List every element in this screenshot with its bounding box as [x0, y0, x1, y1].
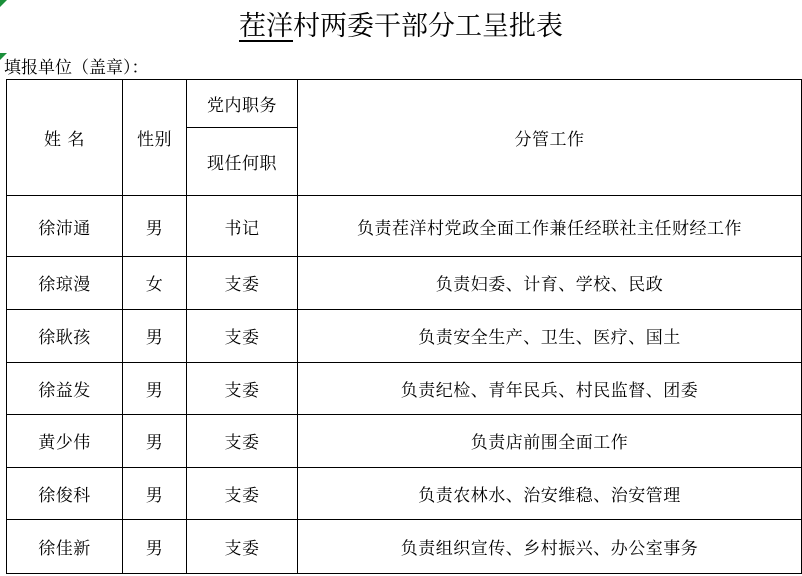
- header-gender: 性别: [123, 80, 187, 196]
- cell-gender: 男: [123, 467, 187, 519]
- cell-name: 徐俊科: [7, 467, 123, 519]
- cell-name: 徐沛通: [7, 196, 123, 256]
- title-rest: 村两委干部分工呈批表: [293, 11, 563, 42]
- cell-duty: 负责妇委、计育、学校、民政: [298, 256, 802, 309]
- cell-duty: 负责纪检、青年民兵、村民监督、团委: [298, 363, 802, 415]
- table-row: [7, 363, 802, 415]
- cell-duty: 负责组织宣传、乡村振兴、办公室事务: [298, 519, 802, 573]
- cadre-table: [6, 79, 802, 574]
- filler-unit-label: 填报单位（盖章）：: [4, 58, 149, 78]
- cell-role: 支委: [187, 467, 298, 519]
- title-place: 茬洋: [239, 11, 293, 42]
- cell-gender: 男: [123, 309, 187, 362]
- table-row: [7, 196, 802, 256]
- page-title: [0, 4, 802, 50]
- cell-role: 支委: [187, 415, 298, 467]
- table-row: [7, 309, 802, 362]
- table-row: [7, 256, 802, 309]
- cell-name: 徐耿孩: [7, 309, 123, 362]
- cell-gender: 男: [123, 363, 187, 415]
- table-row: [7, 467, 802, 519]
- header-row: [7, 80, 802, 128]
- cell-duty: 负责茬洋村党政全面工作兼任经联社主任财经工作: [298, 196, 802, 256]
- table-row: [7, 519, 802, 573]
- cell-role: 支委: [187, 309, 298, 362]
- cell-role: 支委: [187, 363, 298, 415]
- header-party-role: 党内职务: [187, 80, 298, 128]
- cell-name: 徐佳新: [7, 519, 123, 573]
- cell-gender: 男: [123, 519, 187, 573]
- cell-duty: 负责店前围全面工作: [298, 415, 802, 467]
- table-row: [7, 415, 802, 467]
- cell-role: 支委: [187, 519, 298, 573]
- cell-gender: 女: [123, 256, 187, 309]
- cell-role: 书记: [187, 196, 298, 256]
- cell-name: 徐益发: [7, 363, 123, 415]
- cell-duty: 负责安全生产、卫生、医疗、国土: [298, 309, 802, 362]
- cell-duty: 负责农林水、治安维稳、治安管理: [298, 467, 802, 519]
- cell-name: 黄少伟: [7, 415, 123, 467]
- cell-role: 支委: [187, 256, 298, 309]
- header-current-role: 现任何职: [187, 128, 298, 196]
- cell-gender: 男: [123, 415, 187, 467]
- header-name: 姓 名: [7, 80, 123, 196]
- header-duty: 分管工作: [298, 80, 802, 196]
- cell-gender: 男: [123, 196, 187, 256]
- cell-name: 徐琼漫: [7, 256, 123, 309]
